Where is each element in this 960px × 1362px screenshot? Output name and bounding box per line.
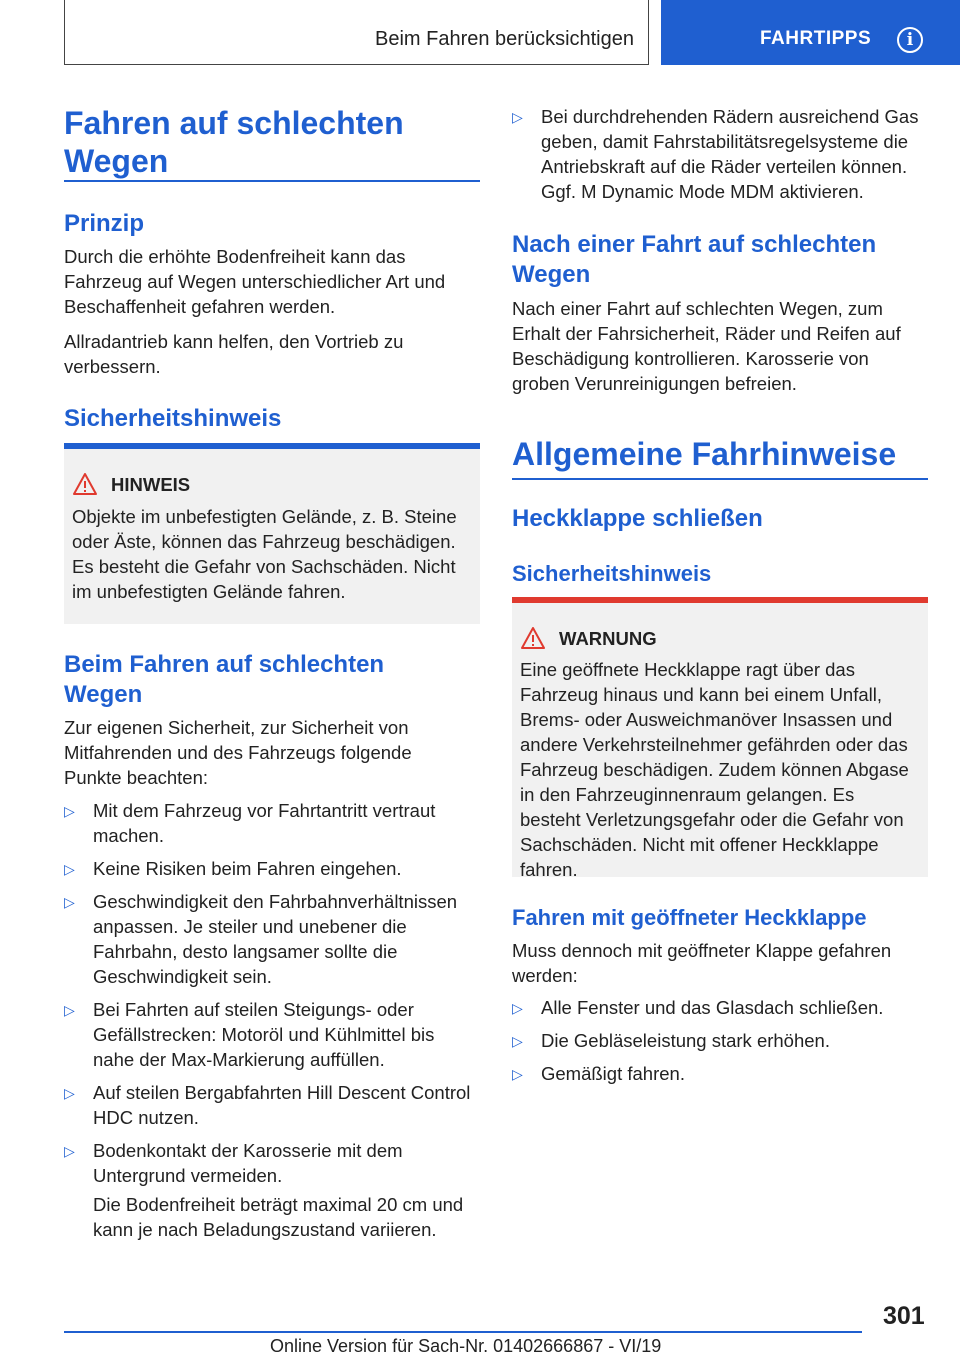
tailgate-heading: Heckklappe schließen [512,505,763,532]
safety-subheading: Sicherheitshinweis [512,561,712,586]
list-item: ▷ Mit dem Fahrzeug vor Fahrtantritt vertraut machen. [64,800,436,846]
principle-text-1: Durch die erhöhte Bodenfreiheit kann das Fahrzeug auf Wegen unterschiedlicher Art und Beschaffenheit gefahren werden. [64,246,446,317]
header-section-title: Beim Fahren berücksichtigen [374,28,634,50]
list-item: ▷ Die Gebläseleistung stark erhöhen. [512,1028,928,1053]
open-tailgate-heading: Fahren mit geöffneter Heckklappe [512,905,867,930]
bullet-note: Die Bodenfreiheit beträgt maximal 20 cm und kann je nach Beladungszustand variieren. [93,1194,464,1240]
triangle-bullet-icon: ▷ [64,803,75,819]
principle-text-2: Allradantrieb kann helfen, den Vortrieb zu verbessern. [64,331,404,377]
triangle-bullet-icon: ▷ [512,109,523,125]
title-rule [64,180,480,182]
header-section-box [64,0,649,65]
triangle-bullet-icon: ▷ [64,1143,75,1159]
notice-text: Objekte im unbefestigten Gelände, z. B. Steine oder Äste, können das Fahrzeug beschädigen. Es besteht die Gefahr von Sachschäden. Nicht im unbefestigten Gelände fahren. [72,506,457,602]
list-item: ▷ Keine Risiken beim Fahren eingehen. [64,856,480,881]
driving-heading: Beim Fahren auf schlechten Wegen [64,651,385,708]
triangle-bullet-icon: ▷ [64,1002,75,1018]
driving-bullet-list [64,798,480,1194]
notice-bar [64,443,480,449]
triangle-bullet-icon: ▷ [64,1085,75,1101]
triangle-bullet-icon: ▷ [64,894,75,910]
triangle-bullet-icon: ▷ [64,861,75,877]
chapter-tab[interactable] [661,0,960,65]
general-title: Allgemeine Fahrhinweise [512,436,897,472]
after-text: Nach einer Fahrt auf schlechten Wegen, zum Erhalt der Fahrsicherheit, Räder und Reifen auf Beschädigung kontrollieren. Karosserie von groben Verunreinigungen befreien. [512,298,901,394]
open-tailgate-bullet-list [512,995,928,1094]
warning-triangle-icon [72,472,98,496]
general-title-rule [512,478,928,480]
safety-heading: Sicherheitshinweis [64,405,282,432]
list-item: ▷ Auf steilen Bergabfahrten Hill Descent Control HDC nutzen. [64,1082,471,1128]
notice-box [64,443,480,624]
list-item: ▷ Geschwindigkeit den Fahrbahnverhältnissen anpassen. Je steiler und unebener die Fahrbahn, desto langsamer sollte die Geschwindigkeit sein. [64,891,458,987]
list-item: ▷ Gemäßigt fahren. [512,1061,928,1086]
warning-triangle-icon [520,626,546,650]
triangle-bullet-icon: ▷ [512,1033,523,1049]
list-item: ▷ Bodenkontakt der Karosserie mit dem Untergrund vermeiden. [64,1140,403,1186]
list-item: ▷ Alle Fenster und das Glasdach schließen. [512,995,928,1020]
open-tailgate-intro: Muss dennoch mit geöffneter Klappe gefahren werden: [512,940,892,986]
triangle-bullet-icon: ▷ [512,1000,523,1016]
continued-bullet-list [512,104,928,212]
info-icon[interactable]: i [897,27,923,53]
triangle-bullet-icon: ▷ [512,1066,523,1082]
section-title: Fahren auf schlechten Wegen [64,105,404,179]
warning-box [512,597,928,880]
notice-label: HINWEIS [111,474,191,495]
principle-heading: Prinzip [64,210,145,237]
warning-bar [512,597,928,603]
page-number: 301 [883,1302,925,1330]
online-version-text[interactable]: Online Version für Sach-Nr. 01402666867 - VI/19 [270,1336,662,1356]
list-item: ▷ Bei Fahrten auf steilen Steigungs- oder Gefällstrecken: Motoröl und Kühlmittel bis nahe der Max-Markierung auffüllen. [64,999,435,1070]
chapter-tab-label: FAHRTIPPS [760,28,872,49]
after-heading: Nach einer Fahrt auf schlechten Wegen [512,231,877,288]
footer-rule [64,1331,862,1333]
warning-label: WARNUNG [559,628,657,649]
warning-text: Eine geöffnete Heckklappe ragt über das Fahrzeug hinaus und kann bei einem Unfall, Brems- oder Ausweichmanöver Insassen und andere Verkehrsteilnehmer gefährden oder das Fahrzeug beschädigen. Zudem können Abgase in den Fahrzeuginnenraum gelangen. Es besteht Verletzungsgefahr oder die Gefahr von Sachschäden. Nicht mit offener Heckklappe fahren. [520,659,909,880]
list-item: ▷ Bei durchdrehenden Rädern ausreichend Gas geben, damit Fahrstabilitätsregelsysteme die Antriebskraft auf die Räder verteilen können. Ggf. M Dynamic Mode MDM aktivieren. [512,106,919,202]
driving-intro: Zur eigenen Sicherheit, zur Sicherheit von Mitfahrenden und des Fahrzeugs folgende Punkte beachten: [64,717,412,788]
